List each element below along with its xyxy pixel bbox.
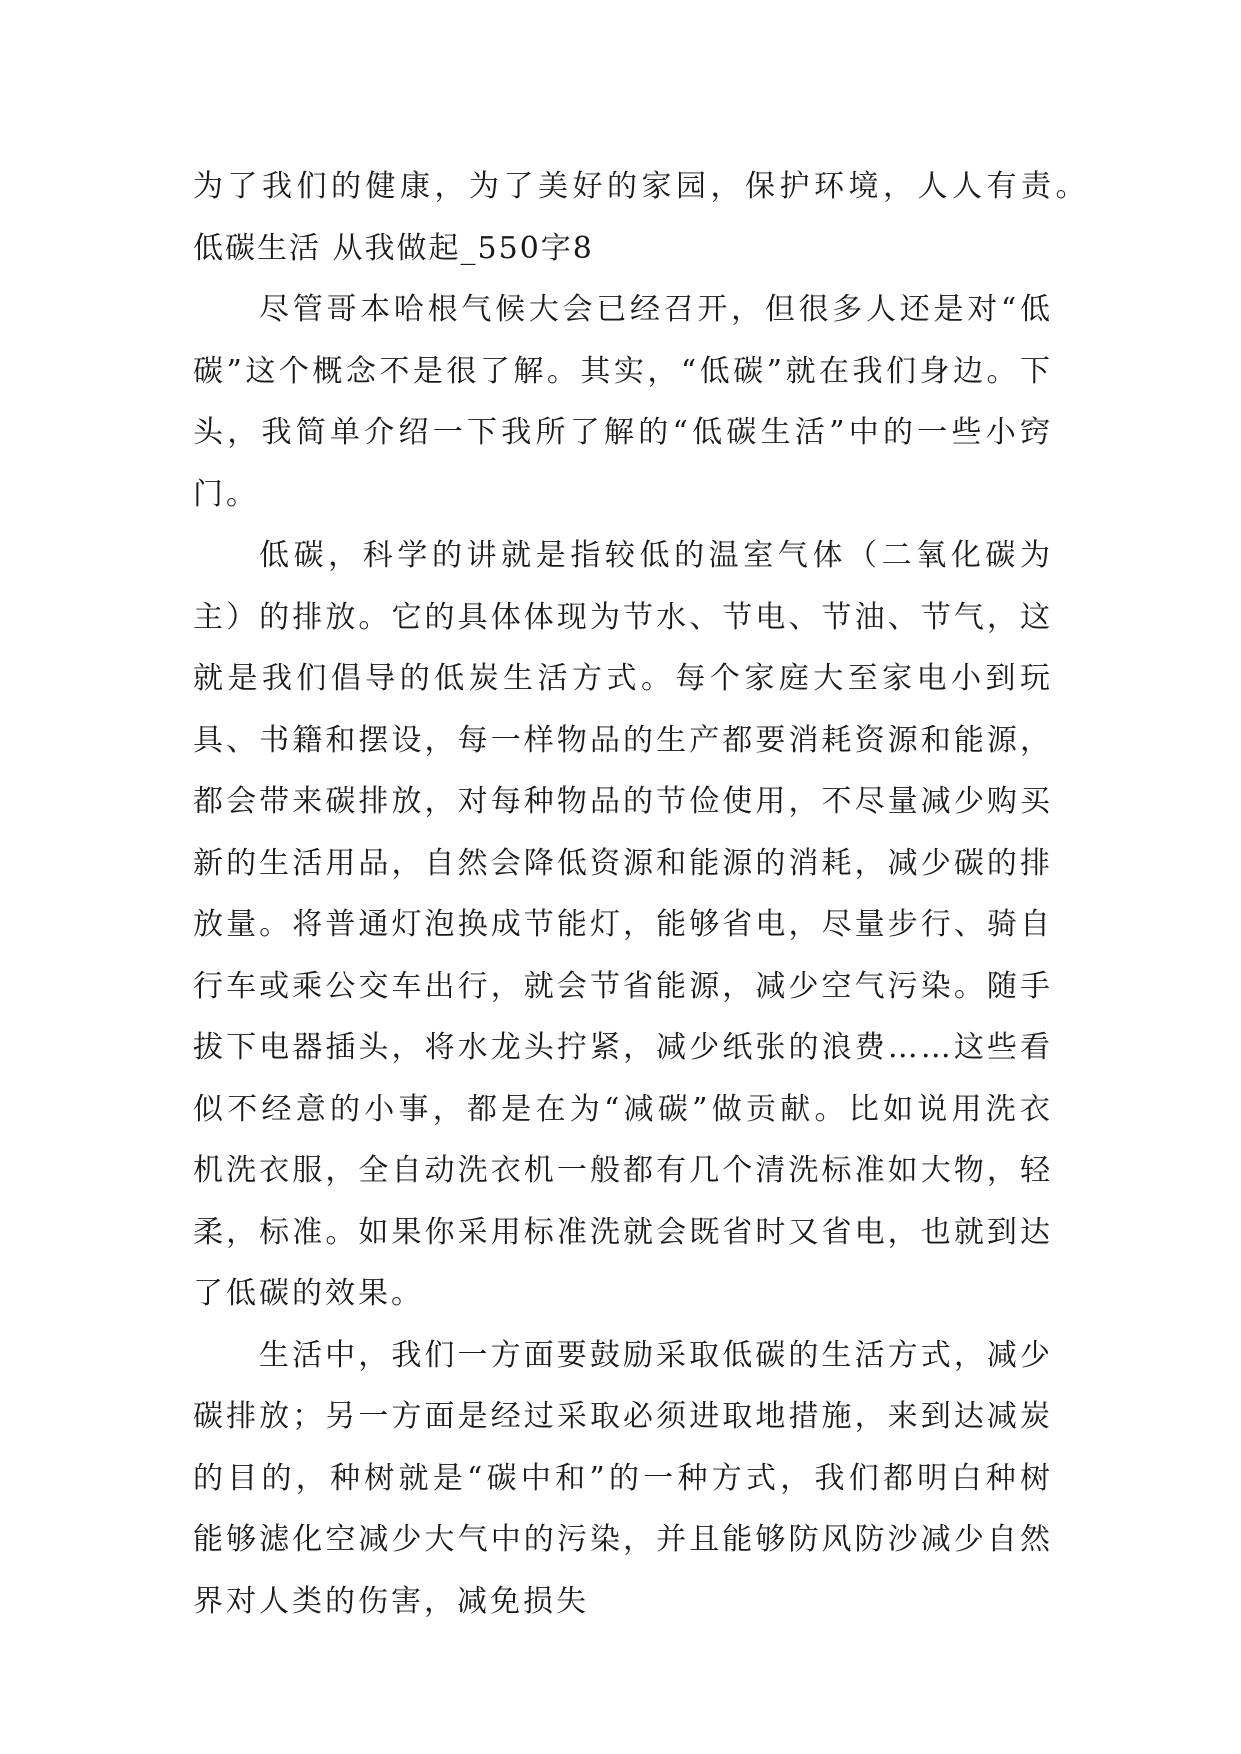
paragraph-2: 低碳，科学的讲就是指较低的温室气体（二氧化碳为主）的排放。它的具体体现为节水、节电、节油、节气，这就是我们倡导的低炭生活方式。每个家庭大至家电小到玩具、书籍和摆设，每一样物品的生产都要消耗资源和能源，都会带来碳排放，对每种物品的节俭使用，不尽量减少购买新的生活用品，自然会降低资源和能源的消耗，减少碳的排放量。将普通灯泡换成节能灯，能够省电，尽量步行、骑自行车或乘公交车出行，就会节省能源，减少空气污染。随手拔下电器插头，将水龙头拧紧，减少纸张的浪费……这些看似不经意的小事，都是在为“减碳”做贡献。比如说用洗衣机洗衣服，全自动洗衣机一般都有几个清洗标准如大物，轻柔，标准。如果你采用标准洗就会既省时又省电，也就到达了低碳的效果。 <box>193 538 1053 1311</box>
paragraph-3: 生活中，我们一方面要鼓励采取低碳的生活方式，减少碳排放；另一方面是经过采取必须进取地措施，来到达减炭的目的，种树就是“碳中和”的一种方式，我们都明白种树能够滤化空减少大气中的污染，并且能够防风防沙减少自然界对人类的伤害，减免损失 <box>193 1337 1053 1619</box>
document-body <box>193 156 1090 1632</box>
essay-title: 低碳生活 从我做起_550字8 <box>193 230 594 266</box>
paragraph-1: 尽管哥本哈根气候大会已经召开，但很多人还是对“低碳”这个概念不是很了解。其实，“低碳”就在我们身边。下头，我简单介绍一下我所了解的“低碳生活”中的一些小窍门。 <box>193 292 1053 512</box>
intro-line: 为了我们的健康，为了美好的家园，保护环境，人人有责。 <box>193 169 1090 204</box>
